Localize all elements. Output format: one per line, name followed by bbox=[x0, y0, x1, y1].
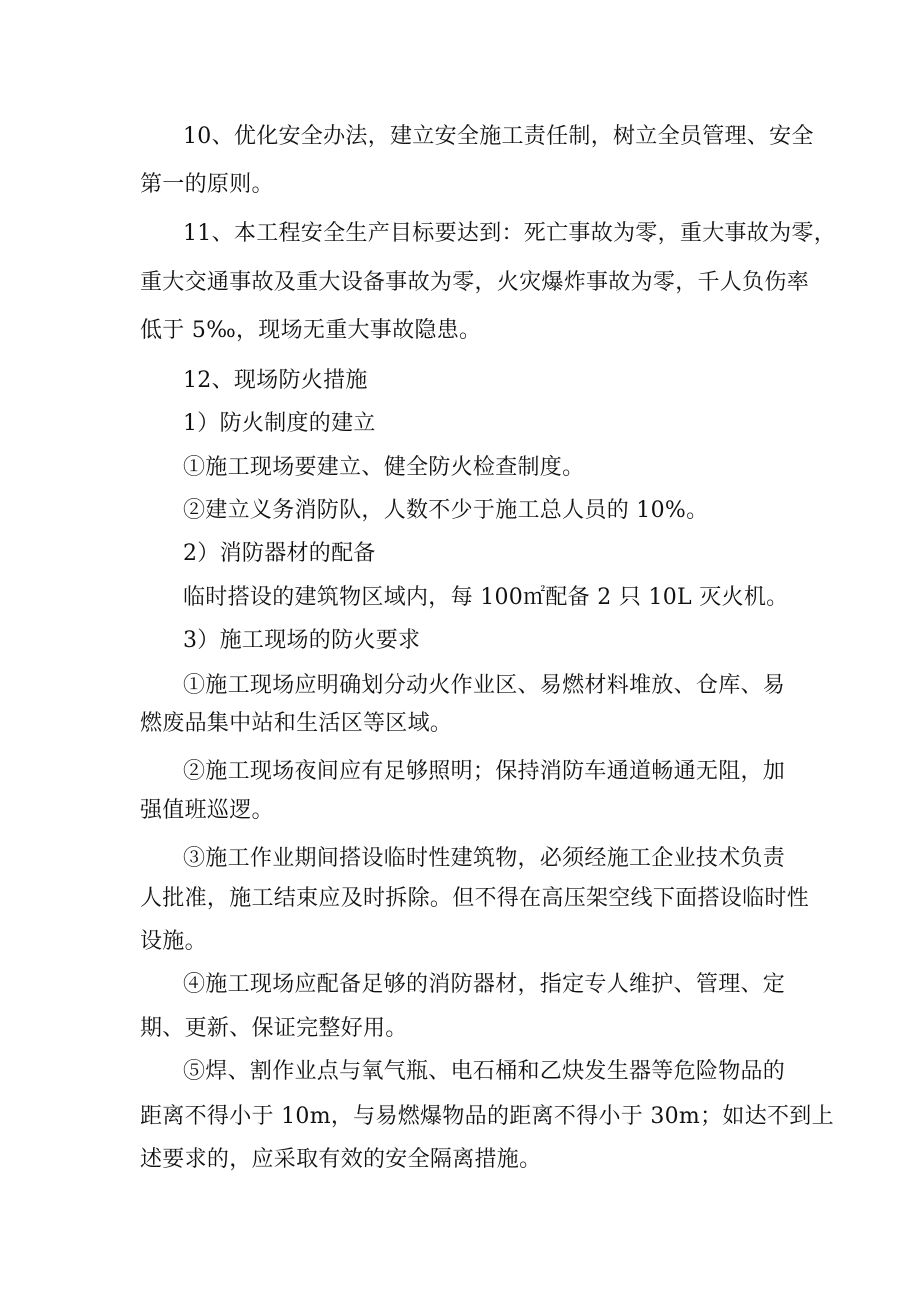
text-line: 低于 5‰，现场无重大事故隐患。 bbox=[140, 318, 482, 343]
text-line: ①施工现场要建立、健全防火检查制度。 bbox=[183, 455, 585, 480]
text-line: ①施工现场应明确划分动火作业区、易燃材料堆放、仓库、易 bbox=[183, 673, 786, 698]
text-line: 人批准，施工结束应及时拆除。但不得在高压架空线下面搭设临时性 bbox=[140, 886, 810, 911]
text-line: 12、现场防火措施 bbox=[183, 368, 368, 393]
text-line: 距离不得小于 10m，与易燃爆物品的距离不得小于 30m；如达不到上 bbox=[140, 1104, 834, 1129]
text-line: 11、本工程安全生产目标要达到：死亡事故为零，重大事故为零， bbox=[183, 221, 836, 246]
text-line: 3）施工现场的防火要求 bbox=[183, 628, 421, 653]
text-line: 临时搭设的建筑物区域内，每 100㎡配备 2 只 10L 灭火机。 bbox=[183, 585, 789, 610]
text-line: ②建立义务消防队，人数不少于施工总人员的 10%。 bbox=[183, 498, 709, 523]
text-line: 期、更新、保证完整好用。 bbox=[140, 1016, 408, 1041]
text-line: 重大交通事故及重大设备事故为零，火灾爆炸事故为零，千人负伤率 bbox=[140, 270, 810, 295]
text-line: ③施工作业期间搭设临时性建筑物，必须经施工企业技术负责 bbox=[183, 846, 786, 871]
text-line: 第一的原则。 bbox=[140, 172, 274, 197]
text-line: ②施工现场夜间应有足够照明；保持消防车通道畅通无阻，加 bbox=[183, 759, 786, 784]
text-line: 2）消防器材的配备 bbox=[183, 541, 376, 566]
text-line: 强值班巡逻。 bbox=[140, 798, 274, 823]
text-line: ④施工现场应配备足够的消防器材，指定专人维护、管理、定 bbox=[183, 972, 786, 997]
text-line: ⑤焊、割作业点与氧气瓶、电石桶和乙炔发生器等危险物品的 bbox=[183, 1059, 786, 1084]
text-line: 述要求的，应采取有效的安全隔离措施。 bbox=[140, 1147, 542, 1172]
text-line: 燃废品集中站和生活区等区域。 bbox=[140, 711, 453, 736]
text-line: 10、优化安全办法，建立安全施工责任制，树立全员管理、安全 bbox=[183, 124, 814, 149]
text-line: 设施。 bbox=[140, 929, 207, 954]
text-line: 1）防火制度的建立 bbox=[183, 411, 376, 436]
